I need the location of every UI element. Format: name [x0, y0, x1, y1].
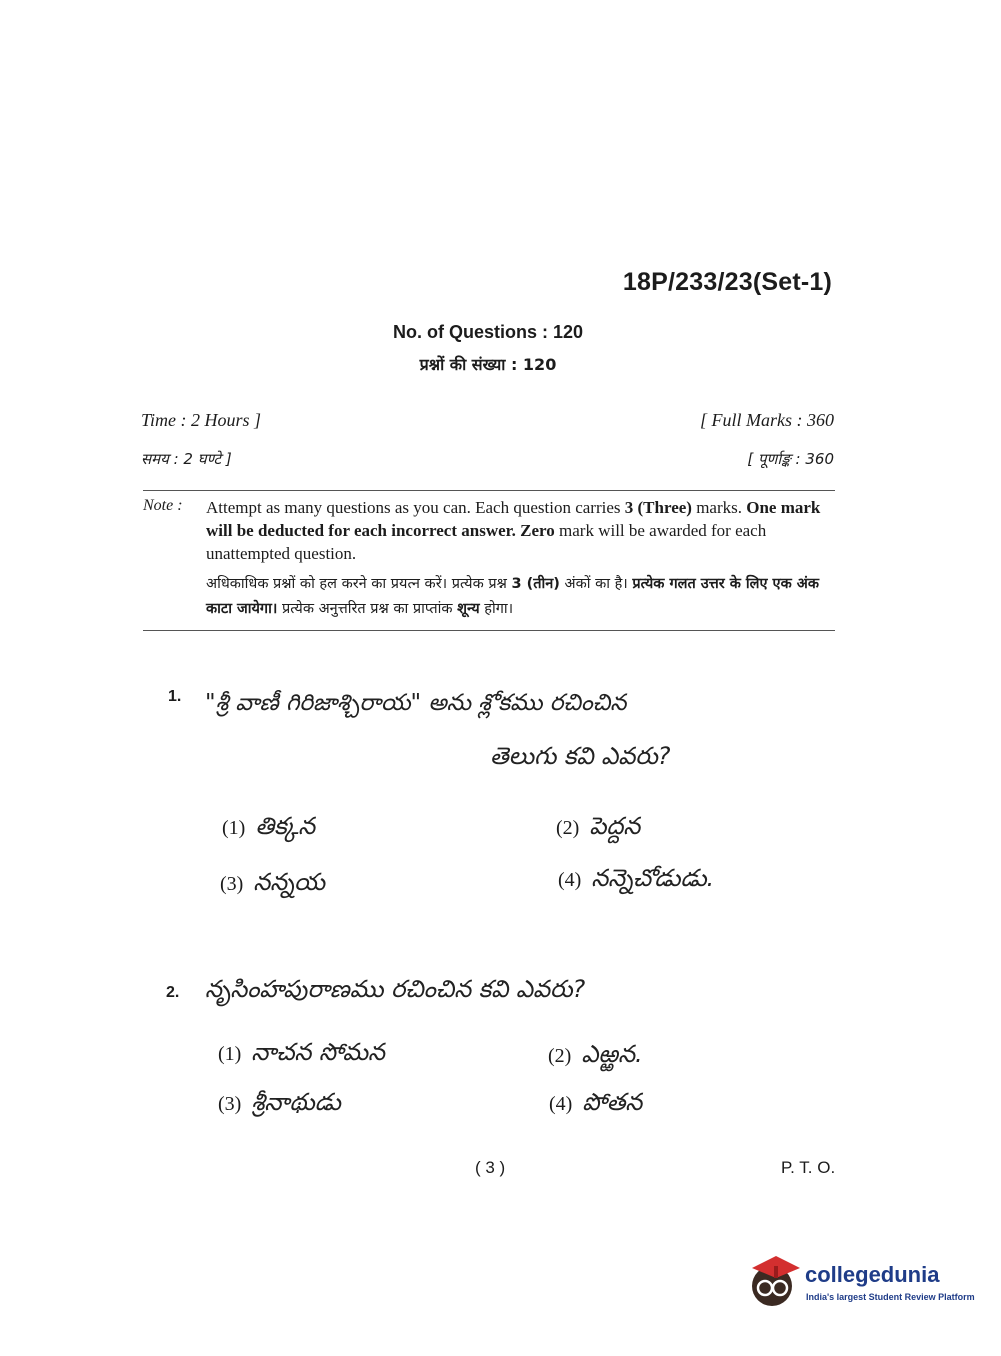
option	[218, 1038, 385, 1072]
note-bold-hindi: 3 (तीन)	[511, 576, 560, 592]
top-rule	[143, 490, 835, 491]
full-marks-hindi: [ पूर्णाङ्क : 360	[747, 450, 834, 468]
note-label: Note :	[143, 497, 183, 514]
collegedunia-brand: collegedunia	[805, 1262, 940, 1287]
option-number: (4)	[558, 869, 582, 891]
note-text-hindi: होगा।	[479, 601, 514, 617]
option-number: (1)	[218, 1043, 242, 1065]
option-text: నాచన సోమన	[251, 1038, 385, 1066]
option	[218, 1088, 341, 1122]
question-text: "శ్రీ వాణీ గిరిజాశ్చిరాయ" అను శ్లోకము రచించిన	[205, 690, 627, 716]
option	[222, 812, 315, 846]
note-text: mark will be awarded for each unattempted question.	[206, 521, 767, 563]
note-text-hindi: अंकों का है।	[559, 576, 633, 592]
note-text-hindi: अधिकाधिक प्रश्नों को हल करने का प्रयत्न करें। प्रत्येक प्रश्न	[206, 576, 512, 592]
option	[220, 868, 325, 902]
option-number: (2)	[548, 1045, 572, 1067]
option-number: (1)	[222, 817, 246, 839]
note-text: marks.	[691, 498, 747, 517]
option-number: (3)	[218, 1093, 242, 1115]
option-text: శ్రీనాథుడు	[251, 1088, 341, 1116]
question-text: నృసింహపురాణము రచించిన కవి ఎవరు?	[205, 975, 586, 1003]
question-count-hindi: प्रश्नों की संख्या : 120	[419, 355, 557, 374]
pto-label: P. T. O.	[781, 1158, 836, 1177]
time-english: Time : 2 Hours ]	[141, 410, 262, 430]
page-number: ( 3 )	[475, 1158, 506, 1177]
question-number: 2.	[166, 984, 180, 1001]
note-text: Attempt as many questions as you can. Each question carries	[206, 498, 625, 517]
note-hindi	[206, 572, 834, 622]
option-text: నన్నయ	[253, 868, 326, 896]
question-number: 1.	[168, 688, 182, 705]
paper-code: 18P/233/23(Set-1)	[622, 268, 832, 296]
question-text: తెలుగు కవి ఎవరు?	[490, 742, 671, 770]
option-number: (3)	[220, 873, 244, 895]
note-text-hindi: प्रत्येक अनुत्तरित प्रश्न का प्राप्तांक	[277, 601, 458, 617]
option	[548, 1040, 643, 1074]
option-text: పెద్దన	[589, 812, 641, 840]
note-english	[206, 496, 834, 565]
option-text: నన్నెచోడుడు.	[591, 864, 715, 892]
option-text: పోతన	[582, 1088, 643, 1116]
question-count-english: No. of Questions : 120	[392, 322, 584, 342]
note-bold-hindi: शून्य	[457, 601, 480, 617]
option	[556, 812, 640, 846]
option-number: (4)	[549, 1093, 573, 1115]
note-bold-deduction: One mark will be deducted for each incorrect answer. Zero	[206, 498, 821, 540]
full-marks-english: [ Full Marks : 360	[700, 410, 834, 430]
option	[558, 864, 714, 898]
time-marks-row-hindi	[141, 449, 834, 469]
option-text: ఎఱ్ఱన.	[581, 1040, 643, 1068]
time-hindi: समय : 2 घण्टे ]	[141, 450, 232, 468]
collegedunia-tagline: India's largest Student Review Platform	[806, 1292, 975, 1302]
option-text: తిక్కన	[255, 812, 316, 840]
time-marks-row-english	[141, 410, 834, 431]
option-number: (2)	[556, 817, 580, 839]
option	[549, 1088, 642, 1122]
note-bold-hindi: प्रत्येक गलत उत्तर के लिए एक अंक काटा जायेगा।	[206, 576, 819, 617]
note-bold-marks: 3 (Three)	[624, 498, 692, 517]
bottom-rule	[143, 630, 835, 631]
